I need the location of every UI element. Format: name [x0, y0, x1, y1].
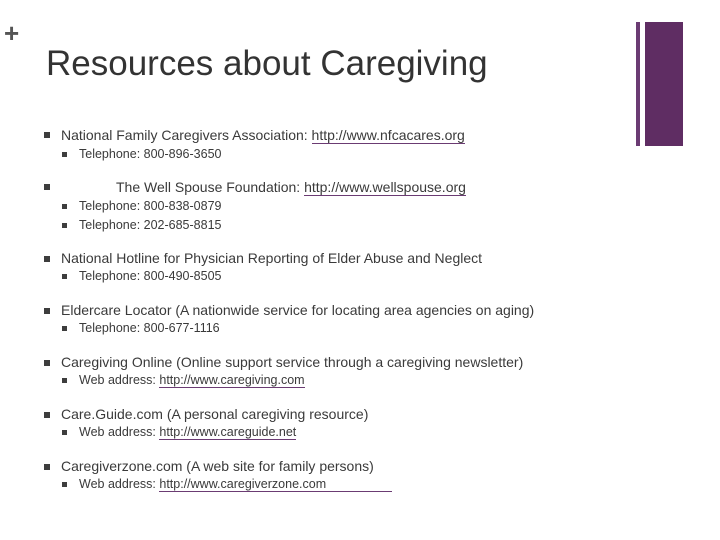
list-item: Care.Guide.com (A personal caregiving resource) [61, 406, 369, 422]
list-item: Caregiverzone.com (A web site for family persons) [61, 458, 374, 474]
list-item [116, 179, 466, 196]
bullet-icon [62, 378, 67, 383]
slide-title: Resources about Caregiving [46, 44, 488, 83]
caregiving-link[interactable]: http://www.caregiving.com [159, 373, 305, 387]
accent-bar-wide [645, 22, 683, 146]
bullet-icon [44, 464, 50, 470]
bullet-icon [62, 430, 67, 435]
sub-item: Telephone: 800-490-8505 [79, 269, 222, 283]
bullet-icon [62, 223, 67, 228]
bullet-icon [44, 360, 50, 366]
sub-item [79, 425, 296, 440]
bullet-icon [44, 184, 50, 190]
sub-item [79, 477, 392, 492]
sub-item: Telephone: 202-685-8815 [79, 218, 222, 232]
bullet-icon [44, 308, 50, 314]
list-item: Eldercare Locator (A nationwide service for locating area agencies on aging) [61, 302, 535, 318]
careguide-link[interactable]: http://www.careguide.net [159, 425, 297, 439]
sub-item-text: Web address: [79, 477, 160, 491]
bullet-icon [62, 204, 67, 209]
sub-item [79, 373, 305, 388]
bullet-icon [62, 482, 67, 487]
list-item: National Hotline for Physician Reporting of Elder Abuse and Neglect [61, 250, 483, 266]
bullet-icon [62, 152, 67, 157]
nfca-link[interactable]: http://www.nfcacares.org [311, 127, 465, 143]
sub-item-text: Web address: [79, 373, 160, 387]
bullet-icon [44, 412, 50, 418]
sub-item: Telephone: 800-677-1116 [79, 321, 220, 335]
bullet-icon [62, 326, 67, 331]
caregiverzone-link[interactable]: http://www.caregiverzone.com [159, 477, 392, 492]
list-item [61, 127, 465, 144]
sub-item: Telephone: 800-838-0879 [79, 199, 222, 213]
accent-bar-thin [636, 22, 640, 146]
bullet-icon [44, 132, 50, 138]
bullet-icon [44, 256, 50, 262]
plus-icon: + [4, 18, 20, 48]
sub-item: Telephone: 800-896-3650 [79, 147, 222, 161]
bullet-icon [62, 274, 67, 279]
item-text: The Well Spouse Foundation: [116, 179, 305, 195]
sub-item-text: Web address: [79, 425, 160, 439]
wellspouse-link[interactable]: http://www.wellspouse.org [304, 179, 466, 195]
item-text: National Family Caregivers Association: [61, 127, 312, 143]
list-item: Caregiving Online (Online support service through a caregiving newsletter) [61, 354, 524, 370]
